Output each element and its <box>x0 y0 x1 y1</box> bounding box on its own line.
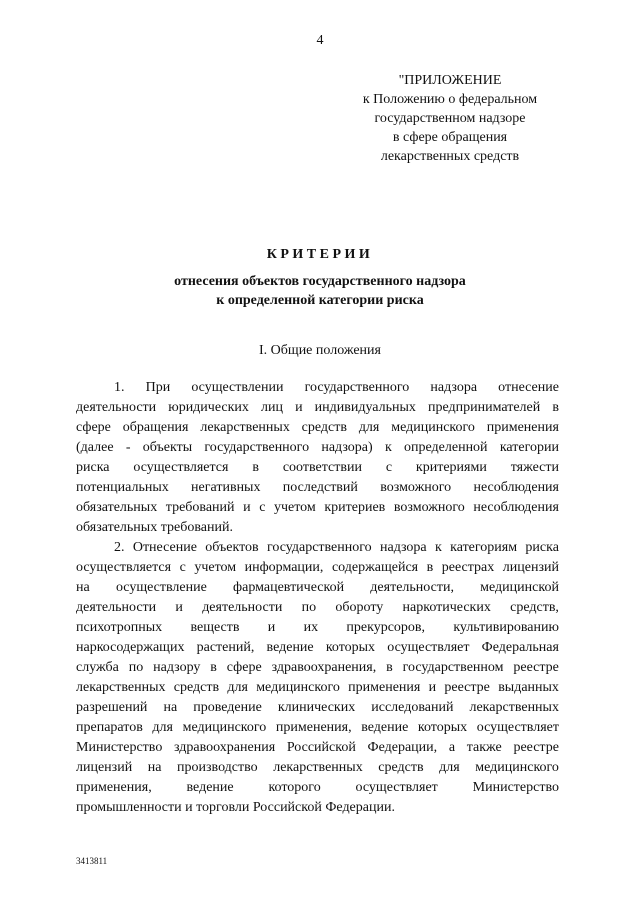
document-heading: КРИТЕРИИ <box>266 247 374 262</box>
paragraph-line: обязательных требований. <box>76 520 233 535</box>
appendix-line: государственном надзоре <box>374 111 526 126</box>
paragraph <box>76 538 559 818</box>
appendix-block <box>330 71 570 166</box>
body-text <box>76 378 559 818</box>
document-subheading <box>0 272 640 310</box>
document-code: 3413811 <box>76 856 108 866</box>
page-number: 4 <box>316 33 324 48</box>
paragraph-line: наркосодержащих растений, ведение которых осуществляет Федеральная <box>76 640 559 655</box>
paragraph-line: деятельности и деятельности по обороту наркотических средств, <box>76 600 559 615</box>
paragraph-line: потенциальных негативных последствий возможного несоблюдения <box>76 480 559 495</box>
paragraph-line: промышленности и торговли Российской Федерации. <box>76 800 395 815</box>
paragraph-line: (далее - объекты государственного надзора) к определенной категории <box>76 440 559 455</box>
paragraph-line: разрешений на проведение клинических исследований лекарственных <box>76 700 559 715</box>
paragraph-line: сфере обращения лекарственных средств для медицинского применения <box>76 420 559 435</box>
paragraph-line: 1. При осуществлении государственного надзора отнесение <box>114 380 559 395</box>
paragraph-line: осуществляется с учетом информации, содержащейся в реестрах лицензий <box>76 560 559 575</box>
paragraph-line: на осуществление фармацевтической деятельности, медицинской <box>76 580 559 595</box>
subheading-line: отнесения объектов государственного надзора <box>174 274 466 289</box>
appendix-line: лекарственных средств <box>380 149 520 164</box>
section-title: I. Общие положения <box>259 343 381 358</box>
paragraph-line: 2. Отнесение объектов государственного надзора к категориям риска <box>114 540 559 555</box>
paragraph-line: служба по надзору в сфере здравоохранения, в государственном реестре <box>76 660 559 675</box>
paragraph-line: Министерство здравоохранения Российской Федерации, а также реестре <box>76 740 559 755</box>
paragraph-line: лицензий на производство лекарственных средств для медицинского <box>76 760 559 775</box>
paragraph-line: применения, ведение которого осуществляет Министерство <box>76 780 559 795</box>
paragraph <box>76 378 559 538</box>
subheading-line: к определенной категории риска <box>216 293 424 308</box>
appendix-line: в сфере обращения <box>392 130 508 145</box>
appendix-line: к Положению о федеральном <box>362 92 538 107</box>
paragraph-line: психотропных веществ и их прекурсоров, культивированию <box>76 620 559 635</box>
paragraph-line: препаратов для медицинского применения, ведение которых осуществляет <box>76 720 559 735</box>
paragraph-line: лекарственных средств для медицинского применения и реестре выданных <box>76 680 559 695</box>
paragraph-line: риска осуществляется в соответствии с критериями тяжести <box>76 460 559 475</box>
paragraph-line: обязательных требований и с учетом критериев возможного несоблюдения <box>76 500 559 515</box>
appendix-line: "ПРИЛОЖЕНИЕ <box>398 73 502 88</box>
paragraph-line: деятельности юридических лиц и индивидуальных предпринимателей в <box>76 400 559 415</box>
